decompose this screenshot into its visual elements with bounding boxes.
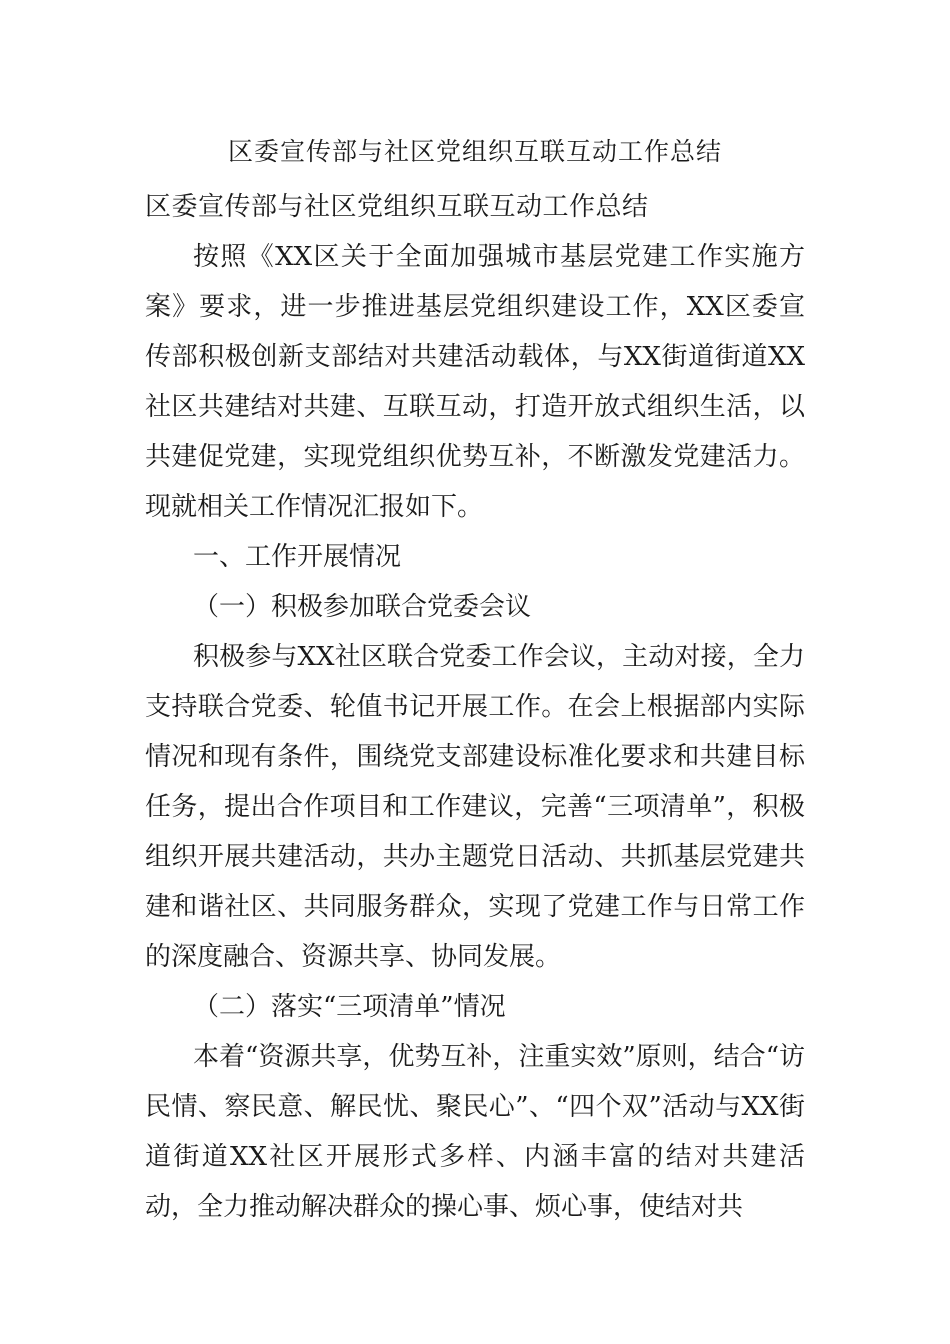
subsection-paragraph-2: 本着“资源共享，优势互补，注重实效”原则，结合“访民情、察民意、解民忧、聚民心”、“四个双”活动与XX街道街道XX社区开展形式多样、内涵丰富的结对共建活动，全力推动解决群众的操心事、烦心事，使结对共 [145, 1042, 805, 1222]
document-body [145, 182, 805, 1232]
intro-paragraph: 按照《XX区关于全面加强城市基层党建工作实施方案》要求，进一步推进基层党组织建设工作，XX区委宣传部积极创新支部结对共建活动载体，与XX街道街道XX社区共建结对共建、互联互动，打造开放式组织生活，以共建促党建，实现党组织优势互补，不断激发党建活力。现就相关工作情况汇报如下。 [145, 242, 805, 522]
subsection-heading-1: （一）积极参加联合党委会议 [193, 592, 532, 622]
subsection-heading-2: （二）落实“三项清单”情况 [193, 992, 506, 1022]
subsection-paragraph-1: 积极参与XX社区联合党委工作会议，主动对接，全力支持联合党委、轮值书记开展工作。在会上根据部内实际情况和现有条件，围绕党支部建设标准化要求和共建目标任务，提出合作项目和工作建议，完善“三项清单”，积极组织开展共建活动，共办主题党日活动、共抓基层党建共建和谐社区、共同服务群众，实现了党建工作与日常工作的深度融合、资源共享、协同发展。 [145, 642, 805, 972]
section-heading: 一、工作开展情况 [193, 542, 402, 572]
document-subtitle: 区委宣传部与社区党组织互联互动工作总结 [145, 192, 649, 222]
document-title: 区委宣传部与社区党组织互联互动工作总结 [227, 137, 722, 166]
